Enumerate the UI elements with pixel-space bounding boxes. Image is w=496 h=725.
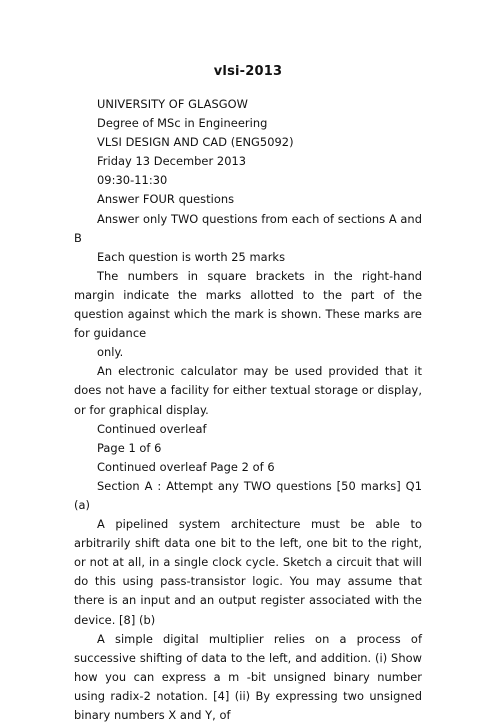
- paragraph-instruction-four: Answer FOUR questions: [97, 192, 235, 207]
- paragraph-date: Friday 13 December 2013: [97, 154, 247, 169]
- paragraph-page-1: Page 1 of 6: [97, 440, 162, 455]
- paragraph-q1b: A simple digital multiplier relies on a process of successive shifting of data to the left, and addition. (i) Show how you can express a m -bit unsigned binary number using radix-2 notation. [4] (ii) By expressing two unsigned binary numbers X and Y, of: [74, 631, 422, 722]
- paragraph-course: VLSI DESIGN AND CAD (ENG5092): [97, 135, 294, 150]
- paragraph-degree: Degree of MSc in Engineering: [97, 116, 268, 131]
- paragraph-only: only.: [97, 345, 124, 360]
- paragraph-university: UNIVERSITY OF GLASGOW: [97, 97, 248, 111]
- paragraph-continued-2: Continued overleaf Page 2 of 6: [97, 459, 275, 474]
- paragraph-q1a: A pipelined system architecture must be able to arbitrarily shift data one bit to the left, one bit to the right, or not at all, in a single clock cycle. Sketch a circuit that will do this using pass-transistor logic. You may assume that there is an input and an output register associated with the device. [8] (b): [74, 517, 422, 627]
- document-title: vlsi-2013: [213, 64, 283, 79]
- paragraph-marks-each: Each question is worth 25 marks: [97, 249, 286, 264]
- paragraph-calculator: An electronic calculator may be used provided that it does not have a facility for either textual storage or display, or for graphical display.: [74, 364, 422, 417]
- paragraph-time: 09:30-11:30: [97, 173, 168, 188]
- paragraph-marks-guidance: The numbers in square brackets in the right-hand margin indicate the marks allotted to the part of the question against which the mark is shown. These marks are for guidance: [74, 268, 422, 341]
- paragraph-instruction-two: Answer only TWO questions from each of sections A and B: [74, 211, 422, 245]
- paragraph-section-a: Section A : Attempt any TWO questions [50 marks] Q1 (a): [74, 478, 422, 512]
- paragraph-continued-1: Continued overleaf: [97, 421, 207, 436]
